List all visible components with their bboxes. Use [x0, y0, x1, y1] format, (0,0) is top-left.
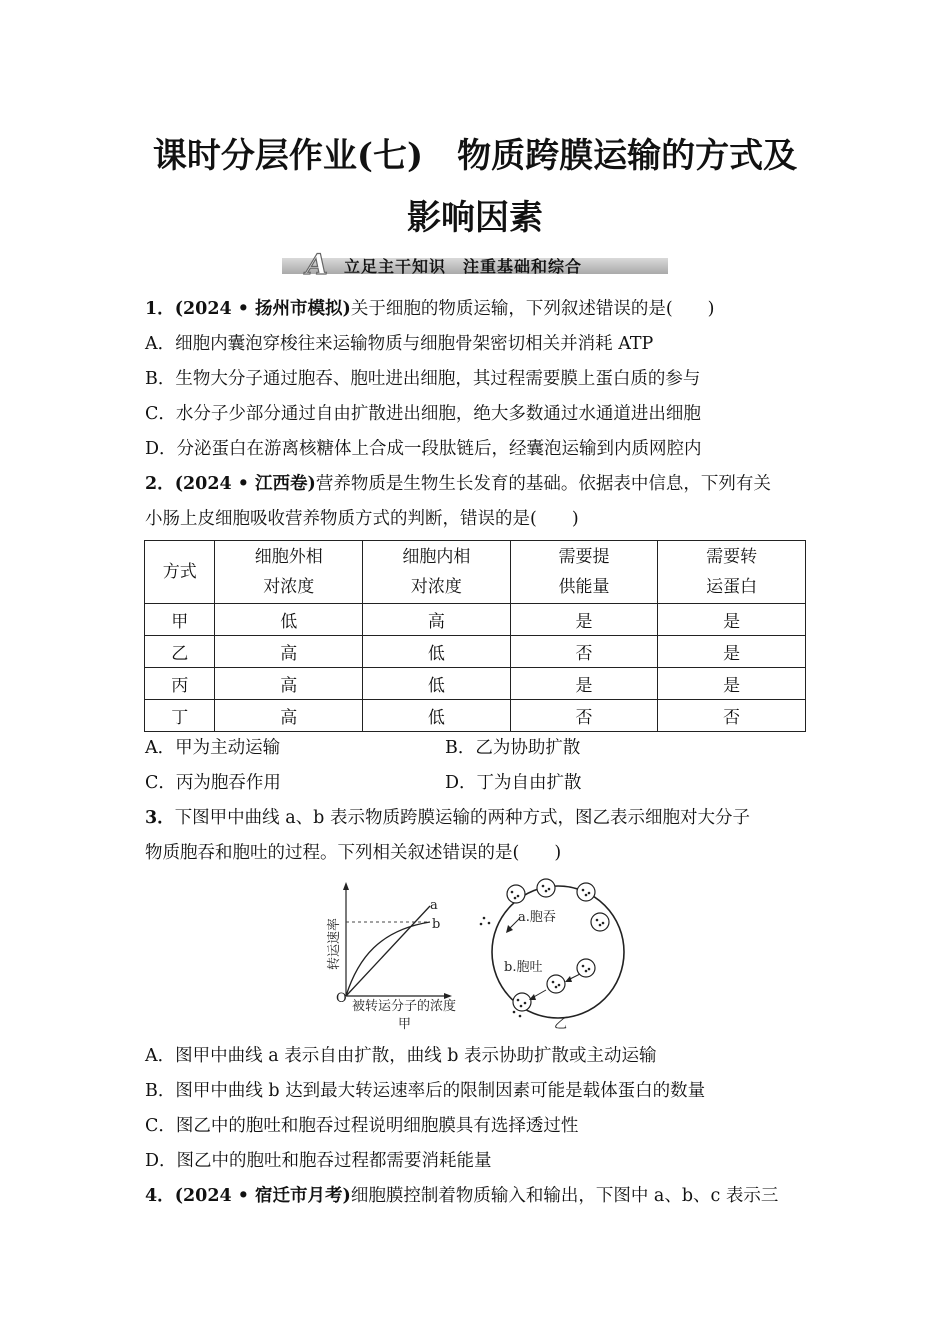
question-2-stem-cont: 小肠上皮细胞吸收营养物质方式的判断，错误的是( )	[145, 509, 579, 529]
question-text: 下图甲中曲线 a、b 表示物质跨膜运输的两种方式，图乙表示细胞对大分子	[174, 808, 750, 828]
table-cell: 低	[363, 636, 511, 668]
table-row	[145, 636, 806, 668]
table-header-cell: 需要转 运蛋白	[658, 541, 806, 604]
question-number: 3．	[145, 808, 175, 828]
table-cell: 低	[363, 700, 511, 732]
endocytosis-vesicle	[591, 913, 609, 931]
q3-option-b: B．图甲中曲线 b 达到最大转运速率后的限制因素可能是载体蛋白的数量	[145, 1081, 706, 1101]
table-cell: 乙	[145, 636, 215, 668]
table-cell: 是	[658, 636, 806, 668]
question-number: 4．	[145, 1186, 175, 1206]
question-text: 关于细胞的物质运输，下列叙述错误的是( )	[350, 299, 715, 319]
y-axis-label: 转运速率	[327, 917, 342, 970]
question-source: (2024 • 扬州市模拟)	[174, 299, 351, 319]
origin-label: O	[336, 991, 347, 1006]
table-cell: 低	[363, 668, 511, 700]
exocytosis-label: b.胞吐	[504, 960, 543, 975]
question-4-stem	[145, 1184, 778, 1208]
table-cell: 否	[510, 700, 658, 732]
q1-option-c: C．水分子少部分通过自由扩散进出细胞，绝大多数通过水通道进出细胞	[145, 404, 701, 424]
table-header-cell: 方式	[145, 541, 215, 604]
table-cell: 丙	[145, 668, 215, 700]
table-cell: 是	[658, 604, 806, 636]
table-header-row	[145, 541, 806, 604]
q1-option-a: A．细胞内囊泡穿梭往来运输物质与细胞骨架密切相关并消耗 ATP	[145, 334, 654, 354]
q1-option-d: D．分泌蛋白在游离核糖体上合成一段肽链后，经囊泡运输到内质网腔内	[145, 439, 702, 459]
transport-table	[144, 540, 806, 732]
diagram-yi	[480, 879, 624, 1032]
curve-b-label: b	[432, 917, 441, 932]
x-axis-label: 被转运分子的浓度	[352, 999, 457, 1014]
question-number: 1．	[145, 299, 175, 319]
table-row	[145, 604, 806, 636]
curve-b	[346, 922, 430, 996]
question-text: 营养物质是生物生长发育的基础。依据表中信息，下列有关	[315, 474, 771, 494]
table-cell: 低	[215, 604, 363, 636]
table-cell: 否	[510, 636, 658, 668]
page-title-line1: 课时分层作业(七) 物质跨膜运输的方式及	[152, 136, 798, 176]
question-source: (2024 • 江西卷)	[174, 474, 316, 494]
table-row	[145, 700, 806, 732]
table-row	[145, 668, 806, 700]
q3-option-d: D．图乙中的胞吐和胞吞过程都需要消耗能量	[145, 1151, 492, 1171]
question-source: (2024 • 宿迁市月考)	[174, 1186, 351, 1206]
endocytosis-vesicle	[577, 883, 595, 901]
exocytosis-vesicle	[513, 993, 531, 1011]
curve-a-label: a	[430, 898, 438, 913]
q2-option-b: B．乙为协助扩散	[445, 738, 581, 758]
table-cell: 是	[658, 668, 806, 700]
table-header-cell: 细胞内相 对浓度	[363, 541, 511, 604]
table-cell: 高	[215, 668, 363, 700]
q3-option-c: C．图乙中的胞吐和胞吞过程说明细胞膜具有选择透过性	[145, 1116, 579, 1136]
endocytosis-vesicle	[537, 879, 555, 897]
question-3-stem	[145, 806, 750, 830]
table-cell: 甲	[145, 604, 215, 636]
banner-text: 立足主干知识 注重基础和综合	[344, 257, 583, 276]
q1-option-b: B．生物大分子通过胞吞、胞吐进出细胞，其过程需要膜上蛋白质的参与	[145, 369, 701, 389]
table-cell: 是	[510, 604, 658, 636]
question-number: 2．	[145, 474, 175, 494]
cell-membrane	[492, 886, 624, 1018]
macromolecule-particles	[480, 885, 605, 1018]
curve-a	[346, 906, 430, 996]
q3-option-a: A．图甲中曲线 a 表示自由扩散，曲线 b 表示协助扩散或主动运输	[145, 1046, 657, 1066]
table-cell: 高	[215, 700, 363, 732]
q2-option-c: C．丙为胞吞作用	[145, 773, 281, 793]
table-header-cell: 细胞外相 对浓度	[215, 541, 363, 604]
question-3-stem-cont: 物质胞吞和胞吐的过程。下列相关叙述错误的是( )	[145, 843, 562, 863]
exocytosis-vesicle	[547, 975, 565, 993]
banner-letter-a: A	[306, 248, 328, 281]
table-cell: 高	[363, 604, 511, 636]
question-1-stem	[145, 297, 714, 321]
transport-figure	[318, 878, 634, 1038]
table-cell: 高	[215, 636, 363, 668]
question-2-stem	[145, 472, 771, 496]
question-text: 细胞膜控制着物质输入和输出，下图中 a、b、c 表示三	[350, 1186, 779, 1206]
q2-option-a: A．甲为主动运输	[145, 738, 281, 758]
table-header-cell: 需要提 供能量	[510, 541, 658, 604]
diagram-caption-yi: 乙	[554, 1017, 568, 1032]
section-banner	[282, 248, 668, 281]
endocytosis-vesicle	[507, 885, 525, 903]
q2-option-d: D．丁为自由扩散	[445, 773, 582, 793]
graph-caption-jia: 甲	[398, 1017, 412, 1032]
graph-jia	[326, 882, 456, 1032]
table-cell: 否	[658, 700, 806, 732]
table-cell: 丁	[145, 700, 215, 732]
table-cell: 是	[510, 668, 658, 700]
page-title-line2: 影响因素	[407, 198, 543, 238]
endocytosis-label: a.胞吞	[518, 910, 556, 925]
